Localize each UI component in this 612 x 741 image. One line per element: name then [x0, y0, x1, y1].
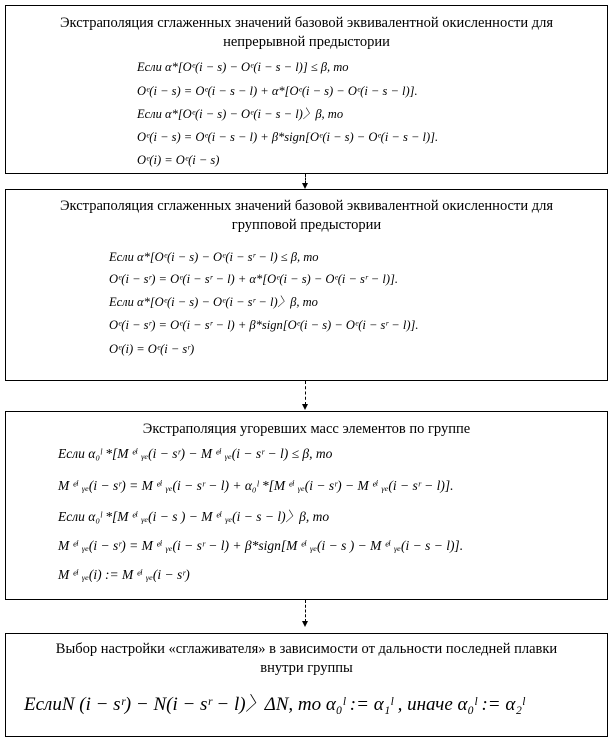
formula-line: Если α*[Oᵉ(i − s) − Oᵉ(i − sʳ − l) ≤ β, mo — [109, 250, 319, 264]
block-title-line1: Экстраполяция сглаженных значений базовой эквивалентной окисленности для — [59, 15, 553, 31]
formula-line: Oᵉ(i − s) = Oᵉ(i − s − l) + α*[Oᵉ(i − s) − Oᵉ(i − s − l)]. — [137, 84, 418, 98]
block-title: Экстраполяция угоревших масс элементов по группе — [142, 421, 471, 437]
formula-line: Oᵉ(i − sʳ) = Oᵉ(i − sʳ − l) + β*sign[Oᵉ(i − s) − Oᵉ(i − sʳ − l)]. — [109, 318, 419, 332]
block-group-history — [5, 189, 608, 381]
formula-line: Если α*[Oᵉ(i − s) − Oᵉ(i − s − l)] ≤ β, mo — [137, 60, 349, 74]
connector-line — [305, 381, 306, 405]
block-title-line2: непрерывной предыстории — [223, 34, 390, 50]
formula-line: Oᵉ(i) = Oᵉ(i − sʳ) — [109, 342, 195, 356]
block-burnt-masses — [5, 411, 608, 600]
block-title-line1: Выбор настройки «сглаживателя» в зависимости от дальности последней плавки — [55, 641, 558, 657]
block-title-line2: групповой предыстории — [231, 217, 382, 233]
block-title-line2: внутри группы — [260, 660, 353, 676]
formula-line: Если α₀ˡ *[M ᵉⁱ ᵧₑ(i − s ) − M ᵉⁱ ᵧₑ(i − s − l)〉β, mo — [58, 509, 330, 524]
formula-line: Если α*[Oᵉ(i − s) − Oᵉ(i − sʳ − l)〉β, mo — [109, 295, 318, 309]
formula-line: Если α*[Oᵉ(i − s) − Oᵉ(i − s − l)〉β, mo — [137, 107, 344, 121]
block-title-line1: Экстраполяция сглаженных значений базовой эквивалентной окисленности для — [59, 198, 553, 214]
block-smoother-setting — [5, 633, 608, 737]
formula-line: Если α₀ˡ *[M ᵉⁱ ᵧₑ(i − sʳ) − M ᵉⁱ ᵧₑ(i − sʳ − l) ≤ β, mo — [58, 446, 333, 461]
arrow-down-icon — [302, 404, 308, 410]
formula-line: M ᵉⁱ ᵧₑ(i − sʳ) = M ᵉⁱ ᵧₑ(i − sʳ − l) + α₀ˡ *[M ᵉⁱ ᵧₑ(i − sʳ) − M ᵉⁱ ᵧₑ(i − sʳ − l)]. — [58, 478, 454, 493]
formula-line: M ᵉⁱ ᵧₑ(i − sʳ) = M ᵉⁱ ᵧₑ(i − sʳ − l) + β*sign[M ᵉⁱ ᵧₑ(i − s ) − M ᵉⁱ ᵧₑ(i − s − l)]. — [58, 538, 464, 553]
connector-line — [305, 600, 306, 622]
formula-line: Oᵉ(i − sʳ) = Oᵉ(i − sʳ − l) + α*[Oᵉ(i − s) − Oᵉ(i − sʳ − l)]. — [109, 272, 398, 286]
block-continuous-history — [5, 5, 608, 174]
formula-line: Oᵉ(i) = Oᵉ(i − s) — [137, 153, 220, 167]
formula-line: Oᵉ(i − s) = Oᵉ(i − s − l) + β*sign[Oᵉ(i − s) − Oᵉ(i − s − l)]. — [137, 130, 439, 144]
selection-formula: ЕслиN (i − sʳ) − N(i − sʳ − l)〉ΔN, mo α₀ˡ := α₁ˡ , иначе α₀ˡ := α₂ˡ — [24, 694, 525, 715]
formula-line: M ᵉⁱ ᵧₑ(i) := M ᵉⁱ ᵧₑ(i − sʳ) — [58, 567, 190, 582]
arrow-down-icon — [302, 621, 308, 627]
